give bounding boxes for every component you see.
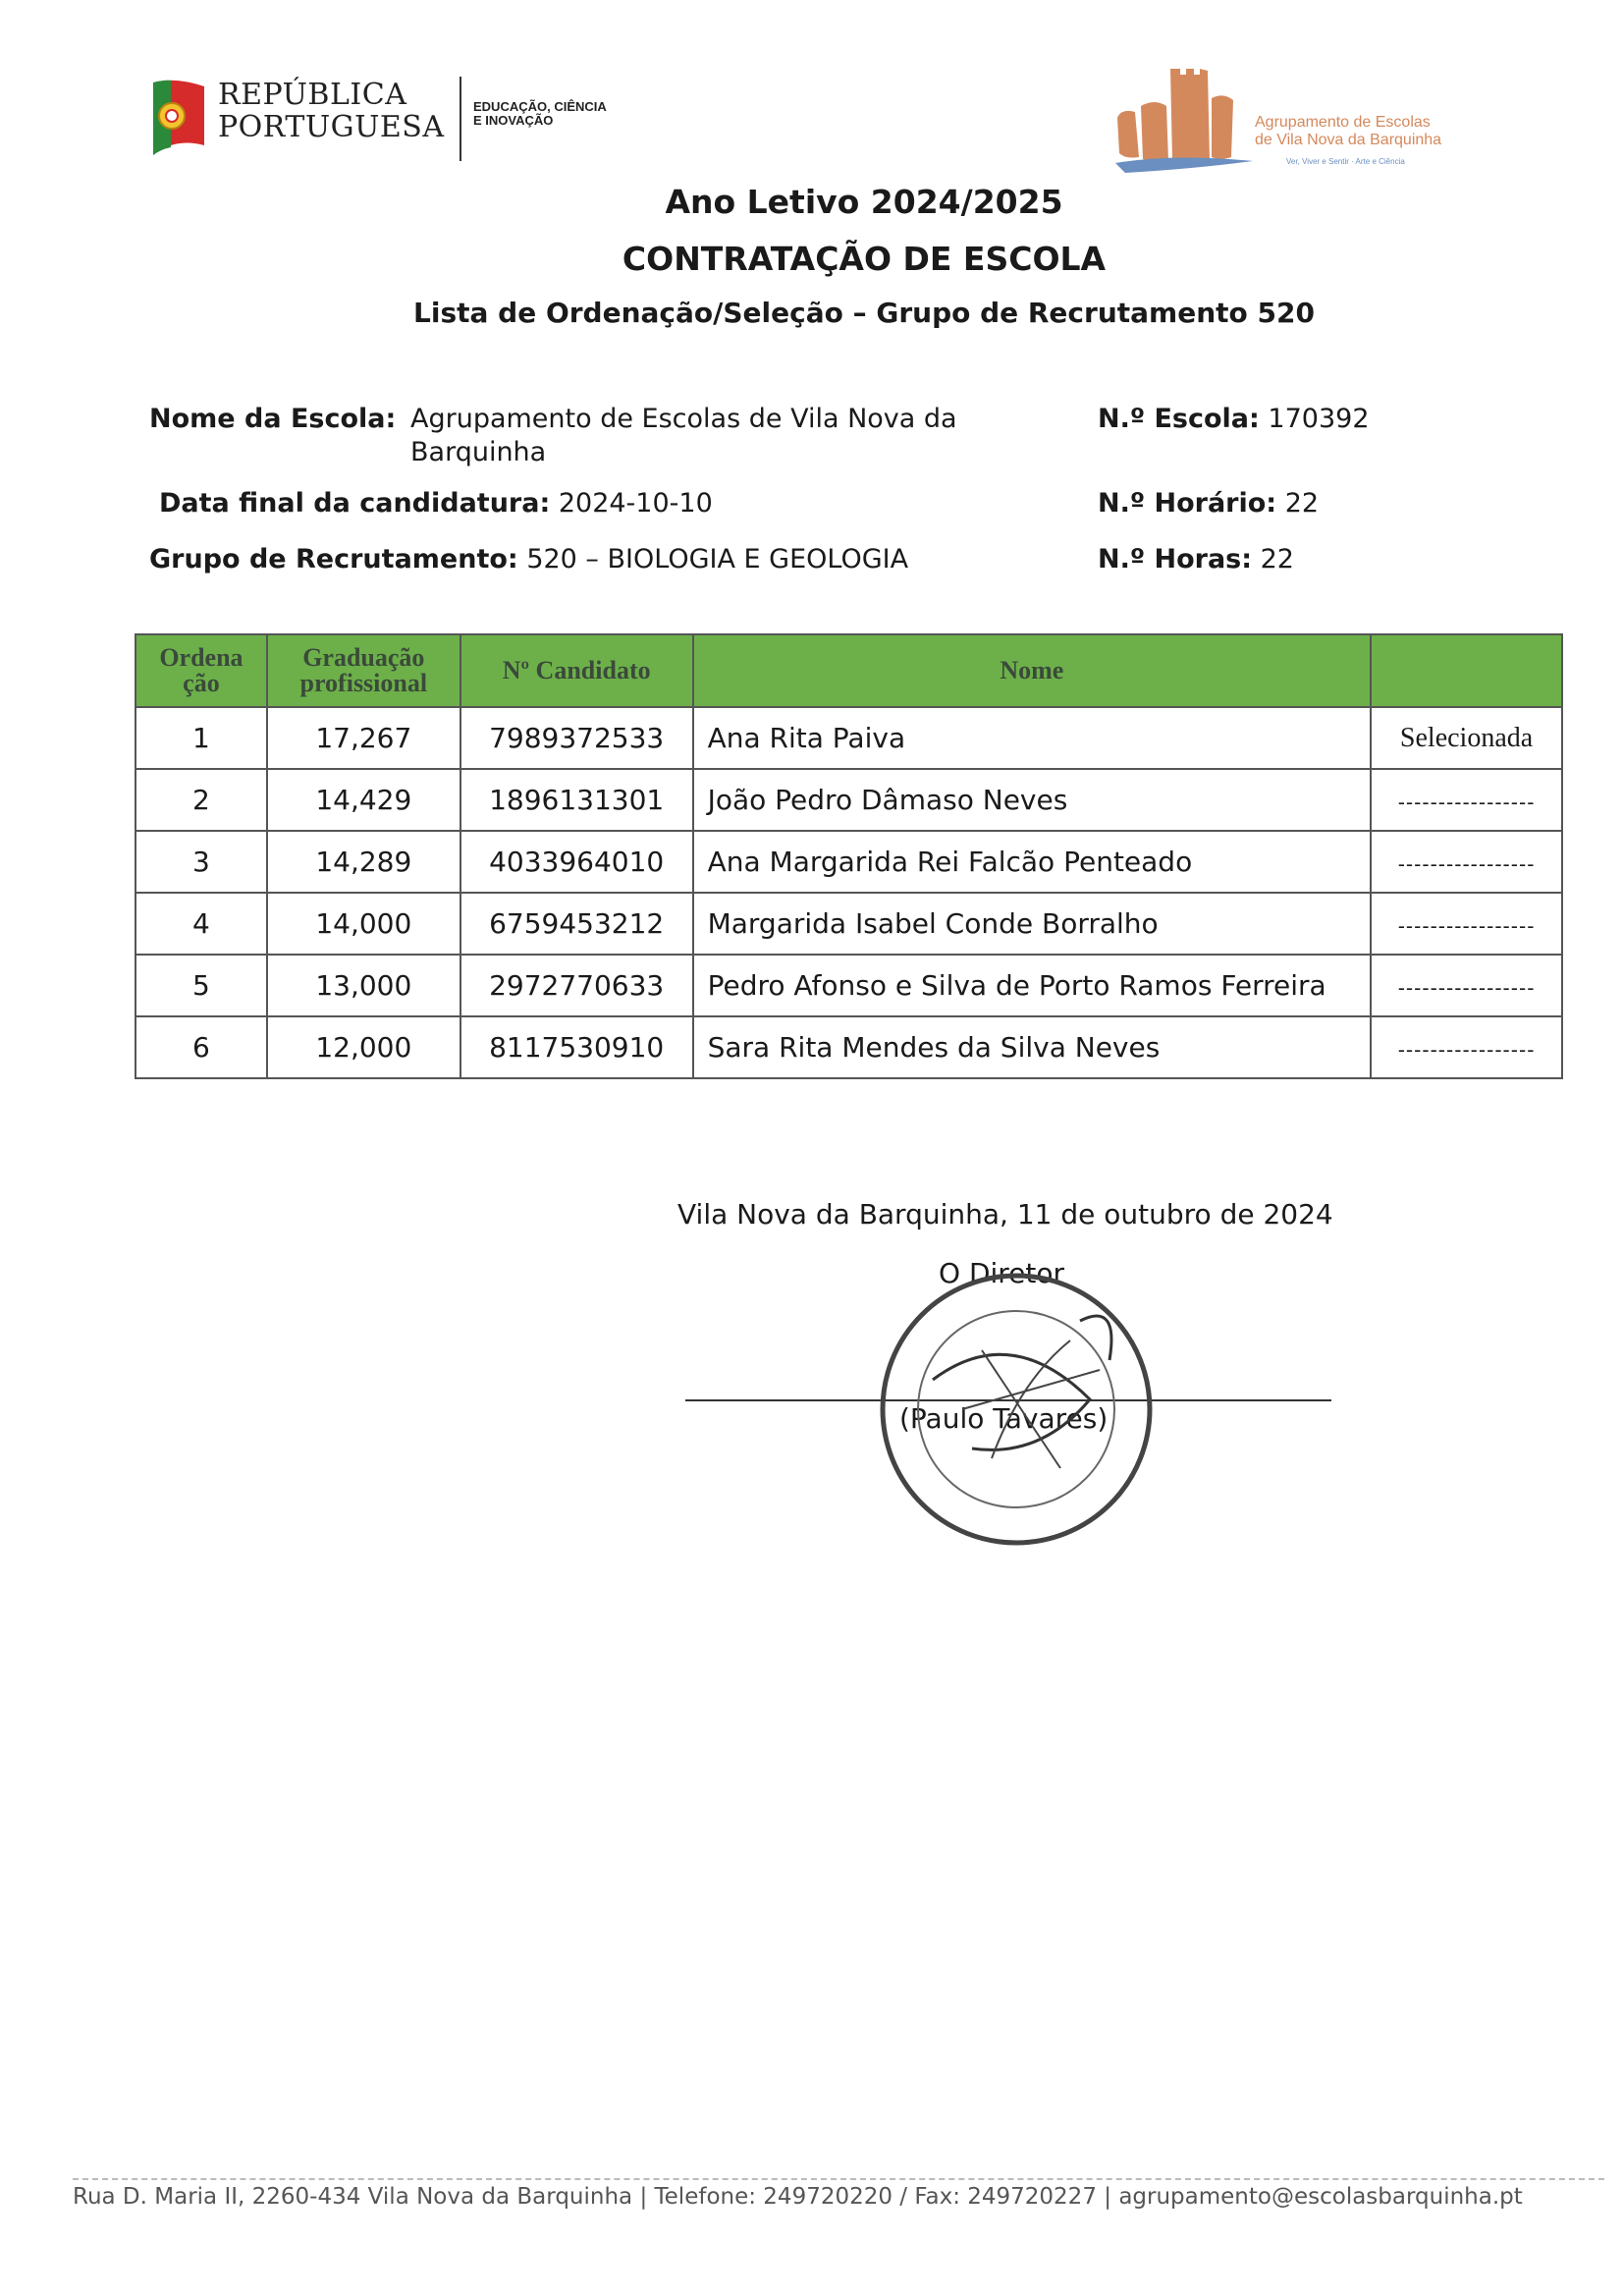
header-name: Nome	[693, 634, 1372, 707]
agrupamento-name	[1255, 114, 1441, 149]
school-name-line-2: Barquinha	[410, 437, 547, 467]
header-grade: Graduação profissional	[267, 634, 460, 707]
hours-label: N.º Horas:	[1098, 544, 1253, 574]
school-number-label: N.º Escola:	[1098, 404, 1260, 434]
cell-grade: 14,429	[267, 769, 460, 831]
cell-grade: 12,000	[267, 1016, 460, 1078]
director-role: O Diretor	[939, 1257, 1065, 1289]
cell-status: Selecionada	[1371, 707, 1562, 769]
cell-candidate: 6759453212	[460, 893, 693, 955]
school-number	[1098, 403, 1370, 436]
cell-order: 3	[135, 831, 267, 893]
cell-order: 1	[135, 707, 267, 769]
deadline-label: Data final da candidatura:	[159, 488, 551, 519]
header-status	[1371, 634, 1562, 707]
school-name-label: Nome da Escola:	[149, 404, 397, 434]
agrupamento-line-2: de Vila Nova da Barquinha	[1255, 132, 1442, 148]
table-row	[135, 707, 1562, 769]
logo-divider	[460, 77, 461, 161]
school-number-value: 170392	[1268, 404, 1370, 434]
recruitment-group-value: 520 – BIOLOGIA E GEOLOGIA	[526, 544, 909, 574]
deadline-value: 2024-10-10	[558, 488, 713, 519]
place-and-date: Vila Nova da Barquinha, 11 de outubro de 2024	[677, 1198, 1333, 1230]
agrupamento-logo	[1115, 59, 1508, 177]
school-name-line-1: Agrupamento de Escolas de Vila Nova da	[410, 404, 957, 434]
cell-grade: 14,000	[267, 893, 460, 955]
cell-status: -----------------	[1371, 893, 1562, 955]
hours	[1098, 543, 1294, 576]
footer-divider	[73, 2178, 1604, 2180]
republica-portuguesa-logo	[145, 77, 666, 165]
ministry-line-2: E INOVAÇÃO	[473, 113, 554, 128]
cell-grade: 13,000	[267, 955, 460, 1016]
cell-candidate: 8117530910	[460, 1016, 693, 1078]
deadline	[159, 487, 713, 520]
recruitment-group	[149, 543, 908, 576]
table-row	[135, 955, 1562, 1016]
table-row	[135, 1016, 1562, 1078]
header-order: Ordena ção	[135, 634, 267, 707]
cell-name: Pedro Afonso e Silva de Porto Ramos Ferreira	[693, 955, 1372, 1016]
agrupamento-tagline: Ver, Viver e Sentir · Arte e Ciência	[1286, 157, 1405, 166]
cell-candidate: 1896131301	[460, 769, 693, 831]
cell-order: 5	[135, 955, 267, 1016]
school-name-value	[410, 403, 957, 469]
header-candidate-number: Nº Candidato	[460, 634, 693, 707]
cell-status: -----------------	[1371, 769, 1562, 831]
cell-name: João Pedro Dâmaso Neves	[693, 769, 1372, 831]
schedule-number-label: N.º Horário:	[1098, 488, 1277, 519]
recruitment-group-label: Grupo de Recrutamento:	[149, 544, 518, 574]
director-name: (Paulo Tavares)	[899, 1402, 1109, 1435]
cell-order: 4	[135, 893, 267, 955]
academic-year-title: Ano Letivo 2024/2025	[665, 183, 1063, 221]
republica-portuguesa-text	[218, 79, 445, 143]
portugal-flag-icon	[145, 77, 206, 161]
cell-status: -----------------	[1371, 831, 1562, 893]
cell-status: -----------------	[1371, 955, 1562, 1016]
official-stamp-icon	[864, 1262, 1168, 1557]
agrupamento-line-1: Agrupamento de Escolas	[1255, 114, 1431, 131]
ministry-line-1: EDUCAÇÃO, CIÊNCIA	[473, 99, 607, 114]
cell-candidate: 2972770633	[460, 955, 693, 1016]
cell-order: 6	[135, 1016, 267, 1078]
schedule-number-value: 22	[1284, 488, 1320, 519]
cell-candidate: 4033964010	[460, 831, 693, 893]
cell-order: 2	[135, 769, 267, 831]
cell-name: Ana Rita Paiva	[693, 707, 1372, 769]
cell-grade: 14,289	[267, 831, 460, 893]
cell-name: Ana Margarida Rei Falcão Penteado	[693, 831, 1372, 893]
list-subtitle: Lista de Ordenação/Seleção – Grupo de Recrutamento 520	[413, 297, 1315, 329]
main-title: CONTRATAÇÃO DE ESCOLA	[622, 240, 1107, 278]
cell-grade: 17,267	[267, 707, 460, 769]
table-row	[135, 831, 1562, 893]
ministry-text	[473, 100, 607, 128]
castle-logo-icon	[1115, 59, 1253, 177]
table-row	[135, 769, 1562, 831]
schedule-number	[1098, 487, 1319, 520]
table-header-row	[135, 634, 1562, 707]
cell-status: -----------------	[1371, 1016, 1562, 1078]
footer-address: Rua D. Maria II, 2260-434 Vila Nova da Barquinha | Telefone: 249720220 / Fax: 249720227 | agrupamento@escolasbarquinha.pt	[73, 2184, 1523, 2210]
cell-candidate: 7989372533	[460, 707, 693, 769]
republica-line-1: REPÚBLICA	[218, 78, 407, 112]
cell-name: Sara Rita Mendes da Silva Neves	[693, 1016, 1372, 1078]
cell-name: Margarida Isabel Conde Borralho	[693, 893, 1372, 955]
hours-value: 22	[1260, 544, 1294, 574]
republica-line-2: PORTUGUESA	[218, 110, 445, 144]
table-row	[135, 893, 1562, 955]
ranking-table	[135, 633, 1563, 1079]
